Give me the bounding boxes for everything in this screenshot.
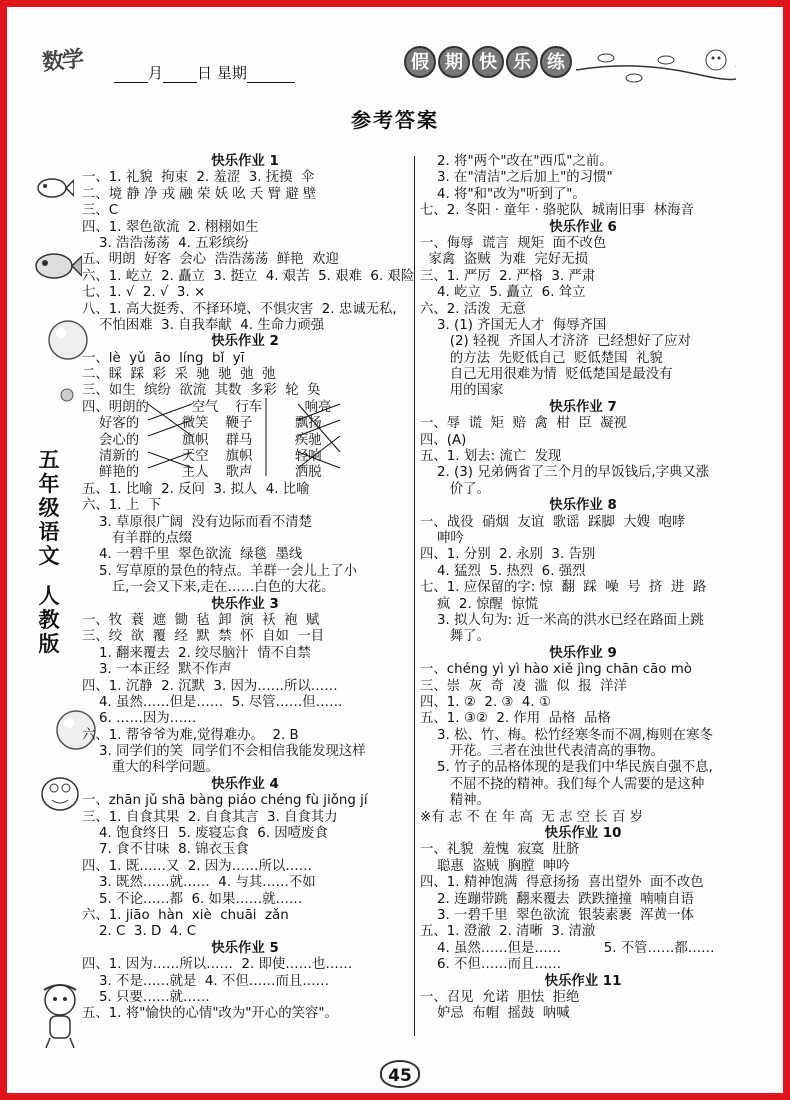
answer-line: 四、1. 因为……所以…… 2. 即使……也……	[82, 957, 353, 973]
blank	[247, 68, 295, 83]
answer-column-right	[420, 154, 746, 1023]
answer-line: 七、1. √ 2. √ 3. ×	[82, 285, 206, 301]
answer-line: 2. C 3. D 4. C	[82, 924, 197, 940]
answer-line: 4. 将"和"改为"听到了"。	[420, 186, 586, 202]
answer-line: 3. (1) 齐国无人才 侮辱齐国	[420, 317, 607, 333]
page	[8, 8, 782, 1092]
section-heading: 快乐作业 7	[549, 399, 617, 415]
answer-line: 3. 松、竹、梅。松竹经寒冬而不凋,梅则在寒冬	[420, 727, 713, 743]
answer-line: 四、明朗的 空气 行车 响亮	[82, 399, 332, 415]
brand-char: 快	[472, 46, 504, 78]
answer-line: 4. 屹立 5. 矗立 6. 耸立	[420, 285, 586, 301]
answer-line: 七、2. 冬阳 · 童年 · 骆驼队 城南旧事 林海音	[420, 203, 694, 219]
answer-line: 四、1. 翠色欲流 2. 栩栩如生	[82, 219, 259, 235]
answer-line: 三、绞 欲 覆 经 默 禁 怀 自如 一目	[82, 629, 325, 645]
answer-line: 家禽 盗贼 为难 完好无损	[420, 252, 588, 268]
answer-line: 一、侮辱 谎言 规矩 面不改色	[420, 235, 607, 251]
bubble-icon	[60, 388, 74, 402]
answer-line: 一、礼貌 羞愧 寂寞 肚脐	[420, 842, 580, 858]
answer-line: 3. 不是……就是 4. 不但……而且……	[82, 973, 330, 989]
brand-title	[404, 46, 572, 78]
answer-line: 一、lè yǔ āo líng bǐ yī	[82, 350, 245, 366]
section-heading: 快乐作业 5	[211, 940, 279, 956]
cartoon-dog-icon	[32, 980, 88, 1050]
sidebar-char: 版	[38, 632, 60, 656]
section-heading: 快乐作业 9	[549, 645, 617, 661]
section-heading: 快乐作业 8	[549, 498, 617, 514]
answer-line: 二、境 静 净 戎 融 荣 妖 吆 夭 臂 避 壁	[82, 186, 317, 202]
answer-line: 一、zhān jǔ shā bàng piáo chéng fù jiǒng jí	[82, 793, 368, 809]
answer-line: 二、睬 踩 彩 采 驰 驰 弛 弛	[82, 367, 276, 383]
answer-line: 六、1. 上 下	[82, 498, 162, 514]
sidebar-char: 级	[38, 496, 60, 520]
answer-line: 三、C	[82, 203, 119, 219]
answer-line: 一、召见 允诺 胆怯 拒绝	[420, 989, 580, 1005]
sidebar-char: 文	[38, 544, 60, 568]
answer-line: 一、辱 谎 矩 赔 禽 柑 臣 凝视	[420, 416, 627, 432]
brand-char: 练	[540, 46, 572, 78]
answer-line: 1. 翻来覆去 2. 绞尽脑汁 情不自禁	[82, 645, 311, 661]
answer-line: 用的国家	[420, 383, 504, 399]
answer-line: 五、1. 将"愉快的心情"改为"开心的笑容"。	[82, 1006, 338, 1022]
answer-line: 5. 竹子的品格体现的是我们中华民族自强不息,	[420, 760, 713, 776]
answer-line: 三、崇 灰 奇 凌 滥 似 报 洋洋	[420, 678, 627, 694]
page-number: 45	[380, 1060, 420, 1088]
header	[28, 32, 768, 112]
answer-line: 四、1. ② 2. ③ 4. ①	[420, 694, 551, 710]
answer-line: 四、1. 精神饱满 得意扬扬 喜出望外 面不改色	[420, 875, 704, 891]
answer-line: 六、1. 屹立 2. 矗立 3. 挺立 4. 艰苦 5. 艰难 6. 艰险	[82, 268, 415, 284]
brand-char: 期	[438, 46, 470, 78]
answer-line: 三、如生 缤纷 欲流 其数 多彩 轮 奂	[82, 383, 321, 399]
answer-line: 5. 只要……就……	[82, 989, 210, 1005]
answer-line: 2. (3) 兄弟俩省了三个月的早饭钱后,字典又涨	[420, 465, 710, 481]
answer-line: 一、chéng yì yì hào xiě jìng chān cāo mò	[420, 662, 692, 678]
answer-line: 妒忌 布帽 摇鼓 呐喊	[420, 1006, 570, 1022]
answer-line: 3. 拟人句为: 近一米高的洪水已经在路面上跳	[420, 612, 704, 628]
answer-line: 一、1. 礼貌 拘束 2. 羞涩 3. 抚摸 伞	[82, 170, 315, 186]
section-heading: 快乐作业 1	[211, 154, 279, 169]
answer-line: 4. 虽然……但是…… 5. 尽管……但……	[82, 694, 343, 710]
answer-line: (2) 轻视 齐国人才济济 已经想好了应对	[420, 334, 691, 350]
answer-line: 3. 一碧千里 翠色欲流 银装素裹 浑黄一体	[420, 907, 694, 923]
cartoon-fish-icon	[36, 768, 86, 818]
answer-line: 一、牧 蓑 遮 锄 毡 卸 演 袄 袍 赋	[82, 612, 320, 628]
answer-line: 5. 写草原的景色的特点。羊群一会儿上了小	[82, 563, 358, 579]
answer-line: 7. 食不甘味 8. 锦衣玉食	[82, 842, 249, 858]
answer-line: 呻吟	[420, 530, 464, 546]
answer-line: 有羊群的点缀	[82, 530, 193, 546]
answer-line: 5. 不论……都 6. 如果……就……	[82, 891, 303, 907]
section-heading: 快乐作业 2	[211, 334, 279, 350]
answer-line: 6. ……因为……	[82, 711, 197, 727]
fish-icon	[32, 246, 82, 286]
section-heading: 快乐作业 11	[544, 973, 622, 989]
answer-line: 3. 既然……就…… 4. 与其……不如	[82, 875, 316, 891]
sidebar-char: 五	[38, 448, 60, 472]
answer-line: 3. 在"清洁"之后加上"的习惯"	[420, 170, 613, 186]
answer-line: 鲜艳的 主人 歌声 洒脱	[82, 465, 322, 481]
answer-line: 七、1. 应保留的字: 惊 翻 踩 噪 号 挤 进 路	[420, 580, 707, 596]
answer-line: 四、1. 既……又 2. 因为……所以……	[82, 858, 313, 874]
answer-line: 3. 浩浩荡荡 4. 五彩缤纷	[82, 235, 249, 251]
answer-line: 四、(A)	[420, 432, 467, 448]
answer-line: 六、1. 帮爷爷为难,觉得难办。 2. B	[82, 727, 299, 743]
answer-line: 开花。三者在浊世代表清高的事物。	[420, 744, 665, 760]
sidebar-gap	[36, 568, 62, 584]
section-heading: 快乐作业 4	[211, 776, 279, 792]
day-label: 日	[197, 64, 213, 82]
answer-line: 六、2. 活泼 无意	[420, 301, 526, 317]
answer-line: 6. 不但……而且……	[420, 957, 562, 973]
answer-line: 八、1. 高大挺秀、不择环境、不惧灾害 2. 忠诚无私,	[82, 301, 397, 317]
answer-line: 聪惠 盗贼 胸膛 呻吟	[420, 858, 570, 874]
brand-char: 假	[404, 46, 436, 78]
answer-line: 四、1. 分别 2. 永别 3. 告别	[420, 547, 596, 563]
answer-line: 价了。	[420, 481, 490, 497]
answer-line: 丘,一会又下来,走在……白色的大花。	[82, 580, 335, 596]
branch-decoration-icon	[576, 40, 736, 96]
answer-line: 2. 连蹦带跳 翻来覆去 跌跌撞撞 喃喃自语	[420, 891, 694, 907]
blank	[163, 68, 197, 83]
date-line	[114, 62, 295, 83]
answer-line: 4. 猛烈 5. 热烈 6. 强烈	[420, 563, 586, 579]
answer-line: 4. 虽然……但是…… 5. 不管……都……	[420, 940, 715, 956]
answer-line: 三、1. 严厉 2. 严格 3. 严肃	[420, 268, 596, 284]
section-heading: 快乐作业 10	[544, 826, 622, 842]
answer-line: 五、1. 比喻 2. 反问 3. 拟人 4. 比喻	[82, 481, 310, 497]
column-divider	[414, 156, 415, 1036]
answer-column-left	[82, 154, 415, 1023]
answer-line: 五、1. ③② 2. 作用 品格 品格	[420, 711, 611, 727]
answer-line: 3. 一本正经 默不作声	[82, 662, 232, 678]
answer-line: 四、1. 沉静 2. 沉默 3. 因为……所以……	[82, 678, 338, 694]
answer-line: 不屈不挠的精神。我们每个人需要的是这种	[420, 776, 705, 792]
answer-line: 清新的 天空 旗帜 轻响	[82, 449, 322, 465]
answer-line: 会心的 旗帜 群马 疾驰	[82, 432, 322, 448]
answer-line: 重大的科学问题。	[82, 760, 219, 776]
answer-line: 五、明朗 好客 会心 浩浩荡荡 鲜艳 欢迎	[82, 252, 339, 268]
sidebar-char: 人	[38, 584, 60, 608]
sidebar-char: 教	[38, 608, 60, 632]
answer-line: 不怕困难 3. 自我奉献 4. 生命力顽强	[82, 317, 325, 333]
answer-line: 精神。	[420, 793, 490, 809]
answer-line: 4. 一碧千里 翠色欲流 绿毯 墨线	[82, 547, 303, 563]
month-label: 月	[148, 64, 164, 82]
section-heading: 快乐作业 3	[211, 596, 279, 612]
sidebar-char: 语	[38, 520, 60, 544]
logo: 数学	[41, 46, 84, 77]
answer-line: 自己无用很难为情 贬低楚国是最没有	[420, 367, 673, 383]
answer-line: 3. 草原很广阔 没有边际而看不清楚	[82, 514, 313, 530]
answer-line: 的方法 先贬低自己 贬低楚国 礼貌	[420, 350, 663, 366]
section-heading: 快乐作业 6	[549, 219, 617, 235]
fish-icon	[34, 168, 74, 208]
answer-line: 舞了。	[420, 629, 490, 645]
answer-line: 好客的 微笑 鞭子 飘扬	[82, 416, 322, 432]
sidebar-char: 年	[38, 472, 60, 496]
answer-line: 一、战役 硝烟 友谊 歌谣 踩脚 大嫂 咆哮	[420, 514, 686, 530]
page-title: 参考答案	[351, 108, 439, 132]
brand-char: 乐	[506, 46, 538, 78]
answer-line: ※有 志 不 在 年 高 无 志 空 长 百 岁	[420, 809, 643, 825]
answer-line: 六、1. jiāo hàn xiè chuāi zǎn	[82, 907, 289, 923]
answer-line: 疯 2. 惊醒 惊慌	[420, 596, 539, 612]
week-label: 星期	[216, 64, 247, 82]
blank	[114, 68, 148, 83]
answer-line: 五、1. 澄澈 2. 清晰 3. 清澈	[420, 924, 596, 940]
answer-line: 4. 饱食终日 5. 废寝忘食 6. 因噎废食	[82, 826, 328, 842]
answer-line: 2. 将"两个"改在"西瓜"之前。	[420, 154, 613, 169]
answer-line: 3. 同学们的笑 同学们不会相信我能发现这样	[82, 744, 366, 760]
answer-line: 五、1. 划去: 流亡 发现	[420, 449, 562, 465]
answer-line: 三、1. 自食其果 2. 自食其言 3. 自食其力	[82, 809, 338, 825]
sidebar-label	[36, 448, 62, 656]
